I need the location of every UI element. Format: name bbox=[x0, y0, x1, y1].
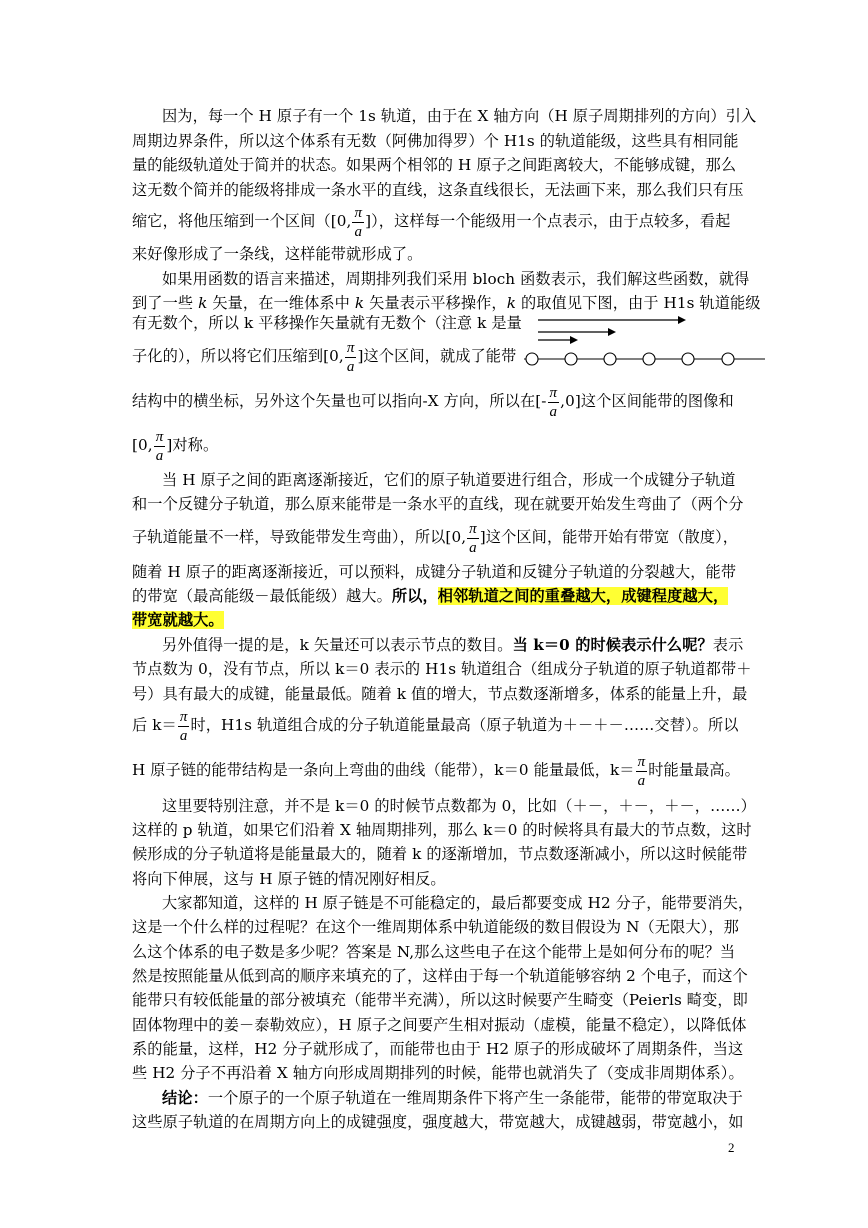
text-segment: H 原子链的能带结构是一条向上弯曲的曲线（能带），k＝0 能量最低，k＝ bbox=[132, 761, 635, 779]
fraction-denominator: a bbox=[179, 727, 188, 744]
h-atom-circle bbox=[722, 353, 734, 365]
fraction-numerator: π bbox=[354, 204, 363, 221]
text-segment: 时，H1s 轨道组合成的分子轨道能量最高（原子轨道为＋－＋－……交替）。所以 bbox=[190, 716, 739, 734]
k-symbol: k bbox=[354, 294, 365, 312]
text-segment: ]），这样每一个能级用一个点表示，由于点较多，看起 bbox=[365, 212, 731, 230]
p2-line-4 bbox=[132, 332, 522, 380]
p6-line-8: 些 H2 分子不再沿着 X 轴方向形成周期排列的时候，能带也就消失了（变成非周期体系）。 bbox=[132, 1064, 744, 1082]
p6-line-1: 大家都知道，这样的 H 原子链是不可能稳定的，最后都要变成 H2 分子，能带要消失， bbox=[162, 894, 754, 912]
p2-line-6 bbox=[132, 421, 738, 469]
p3-line-1: 当 H 原子之间的距离逐渐接近，它们的原子轨道要进行组合，形成一个成键分子轨道 bbox=[162, 471, 736, 489]
k-symbol: k bbox=[506, 294, 517, 312]
p6-line-6: 固体物理中的姜－泰勒效应），H 原子之间要产生相对振动（虚模，能量不稳定），以降低体 bbox=[132, 1016, 747, 1034]
p6-line-7: 系的能量，这样，H2 分子就形成了，而能带也由于 H2 原子的形成破坏了周期条件，当这 bbox=[132, 1040, 744, 1058]
p1-line-6: 来好像形成了一条线，这样能带就形成了。 bbox=[132, 245, 423, 263]
page-number: 2 bbox=[728, 1140, 735, 1155]
highlighted-text: 带宽就越大。 bbox=[132, 611, 224, 629]
text-segment: ]这个区间，就成了能带 bbox=[357, 347, 517, 365]
fraction-denominator: a bbox=[637, 772, 646, 789]
fraction-pi-over-a bbox=[352, 204, 364, 241]
p2-line-5 bbox=[132, 377, 738, 425]
fraction-numerator: π bbox=[346, 339, 355, 356]
text-segment: 到了一些 bbox=[132, 294, 194, 312]
text-segment: 后 k＝ bbox=[132, 716, 177, 734]
text-segment: 矢量，在一维体系中 bbox=[212, 294, 350, 312]
p4-line-4 bbox=[132, 701, 738, 749]
text-segment: ,0]这个区间能带的图像和 bbox=[560, 392, 734, 410]
p1-line-4: 这无数个简并的能级将排成一条水平的直线，这条直线很长，无法画下来，那么我们只有压 bbox=[132, 181, 744, 199]
p5-line-2: 这样的 p 轨道，如果它们沿着 X 轴周期排列，那么 k＝0 的时候将具有最大的节点数，这时 bbox=[132, 821, 752, 839]
p6-line-3: 么这个体系的电子数是多少呢？答案是 N,那么这些电子在这个能带上是如何分布的呢？当 bbox=[132, 943, 736, 961]
k-vector-diagram bbox=[520, 310, 770, 370]
p1-line-1: 因为，每一个 H 原子有一个 1s 轨道，由于在 X 轴方向（H 原子周期排列的方向）引入 bbox=[162, 107, 757, 125]
fraction-pi-over-a bbox=[548, 384, 560, 421]
text-segment: 子轨道能量不一样，导致能带发生弯曲），所以[0, bbox=[132, 528, 467, 546]
arrowhead-icon bbox=[570, 336, 578, 344]
text-segment: 子化的），所以将它们压缩到[0, bbox=[132, 347, 344, 365]
p7-line-2: 这些原子轨道的在周期方向上的成键强度，强度越大，带宽越大，成键越弱，带宽越小，如 bbox=[132, 1113, 744, 1131]
p7-line-1 bbox=[162, 1088, 743, 1108]
text-segment: ]这个区间，能带开始有带宽（散度）， bbox=[479, 528, 739, 546]
text-segment: 矢量表示平移操作， bbox=[369, 294, 507, 312]
p6-line-4: 然是按照能量从低到高的顺序来填充的了，这样由于每一个轨道能够容纳 2 个电子，而这个 bbox=[132, 967, 748, 985]
fraction-denominator: a bbox=[354, 223, 363, 240]
h-atom-circle bbox=[643, 353, 655, 365]
p5-line-4: 将向下伸展，这与 H 原子链的情况刚好相反。 bbox=[132, 870, 446, 888]
p1-line-5 bbox=[132, 197, 738, 245]
arrowhead-icon bbox=[678, 316, 686, 324]
p6-line-2: 这是一个什么样的过程呢？在这个一维周期体系中轨道能级的数目假设为 N（无限大），那 bbox=[132, 918, 739, 936]
p3-line-2: 和一个反键分子轨道，那么原来能带是一条水平的直线，现在就要开始发生弯曲了（两个分 bbox=[132, 495, 744, 513]
h-atom-circle bbox=[604, 353, 616, 365]
p5-line-3: 候形成的分子轨道将是能量最大的，随着 k 的逐渐增加，节点数逐渐减小，所以这时候能带 bbox=[132, 845, 748, 863]
fraction-numerator: π bbox=[179, 708, 188, 725]
bold-question: 当 k＝0 的时候表示什么呢？ bbox=[512, 636, 713, 654]
fraction-pi-over-a bbox=[467, 520, 479, 557]
p4-line-5 bbox=[132, 746, 738, 794]
p3-line-3 bbox=[132, 513, 738, 561]
p4-line-1 bbox=[162, 635, 744, 655]
fraction-pi-over-a bbox=[154, 428, 166, 465]
h-atom-circle bbox=[526, 353, 538, 365]
p3-line-6 bbox=[132, 610, 738, 630]
fraction-denominator: a bbox=[549, 403, 558, 420]
text-segment: 表示 bbox=[712, 636, 744, 654]
fraction-pi-over-a bbox=[636, 753, 648, 790]
text-segment: 的带宽（最高能级－最低能级）越大。 bbox=[132, 587, 392, 605]
text-segment: ]对称。 bbox=[166, 436, 219, 454]
fraction-numerator: π bbox=[637, 753, 646, 770]
text-segment: 缩它，将他压缩到一个区间（[0, bbox=[132, 212, 352, 230]
text-segment: 一个原子的一个原子轨道在一维周期条件下将产生一条能带，能带的带宽取决于 bbox=[207, 1089, 743, 1107]
p2-line-3: 有无数个，所以 k 平移操作矢量就有无数个（注意 k 是量 bbox=[132, 314, 522, 332]
p5-line-1: 这里要特别注意，并不是 k＝0 的时候节点数都为 0，比如（＋－，＋－，＋－，……） bbox=[162, 797, 756, 815]
fraction-pi-over-a bbox=[178, 708, 190, 745]
fraction-numerator: π bbox=[469, 520, 477, 537]
p1-line-3: 量的能级轨道处于简并的状态。如果两个相邻的 H 原子之间距离较大，不能够成键，那么 bbox=[132, 156, 737, 174]
p3-line-5 bbox=[132, 586, 738, 606]
text-segment: 时能量最高。 bbox=[648, 761, 740, 779]
fraction-denominator: a bbox=[346, 358, 355, 375]
k-symbol: k bbox=[198, 294, 208, 312]
text-segment: 结构中的横坐标，另外这个矢量也可以指向-X 方向，所以在[- bbox=[132, 392, 547, 410]
p1-line-2: 周期边界条件，所以这个体系有无数（阿佛加得罗）个 H1s 的轨道能级，这些具有相同能 bbox=[132, 132, 739, 150]
p4-line-2: 节点数为 0，没有节点，所以 k＝0 表示的 H1s 轨道组合（组成分子轨道的原子轨道都带＋ bbox=[132, 660, 752, 678]
fraction-numerator: π bbox=[155, 428, 164, 445]
text-segment: 的取值见下图，由于 H1s 轨道能级 bbox=[520, 294, 761, 312]
bold-text: 所以， bbox=[391, 587, 438, 605]
conclusion-label: 结论： bbox=[162, 1089, 208, 1107]
p2-line-1: 如果用函数的语言来描述，周期排列我们采用 bloch 函数表示，我们解这些函数，就得 bbox=[162, 270, 750, 288]
fraction-denominator: a bbox=[155, 447, 164, 464]
p4-line-3: 号）具有最大的成键，能量最低。随着 k 值的增大，节点数逐渐增多，体系的能量上升，最 bbox=[132, 685, 748, 703]
h-atom-circle bbox=[565, 353, 577, 365]
highlighted-text: 相邻轨道之间的重叠越大，成键程度越大， bbox=[437, 587, 729, 605]
p6-line-5: 能带只有较低能量的部分被填充（能带半充满），所以这时候要产生畸变（Peierls 畸变，即 bbox=[132, 991, 748, 1009]
fraction-pi-over-a bbox=[345, 339, 357, 376]
arrowhead-icon bbox=[608, 328, 616, 336]
text-segment: 另外值得一提的是，k 矢量还可以表示节点的数目。 bbox=[162, 636, 513, 654]
p3-line-4: 随着 H 原子的距离逐渐接近，可以预料，成键分子轨道和反键分子轨道的分裂越大，能带 bbox=[132, 563, 737, 581]
fraction-denominator: a bbox=[469, 539, 477, 556]
fraction-numerator: π bbox=[549, 384, 558, 401]
h-atom-circle bbox=[682, 353, 694, 365]
text-segment: [0, bbox=[132, 436, 153, 454]
